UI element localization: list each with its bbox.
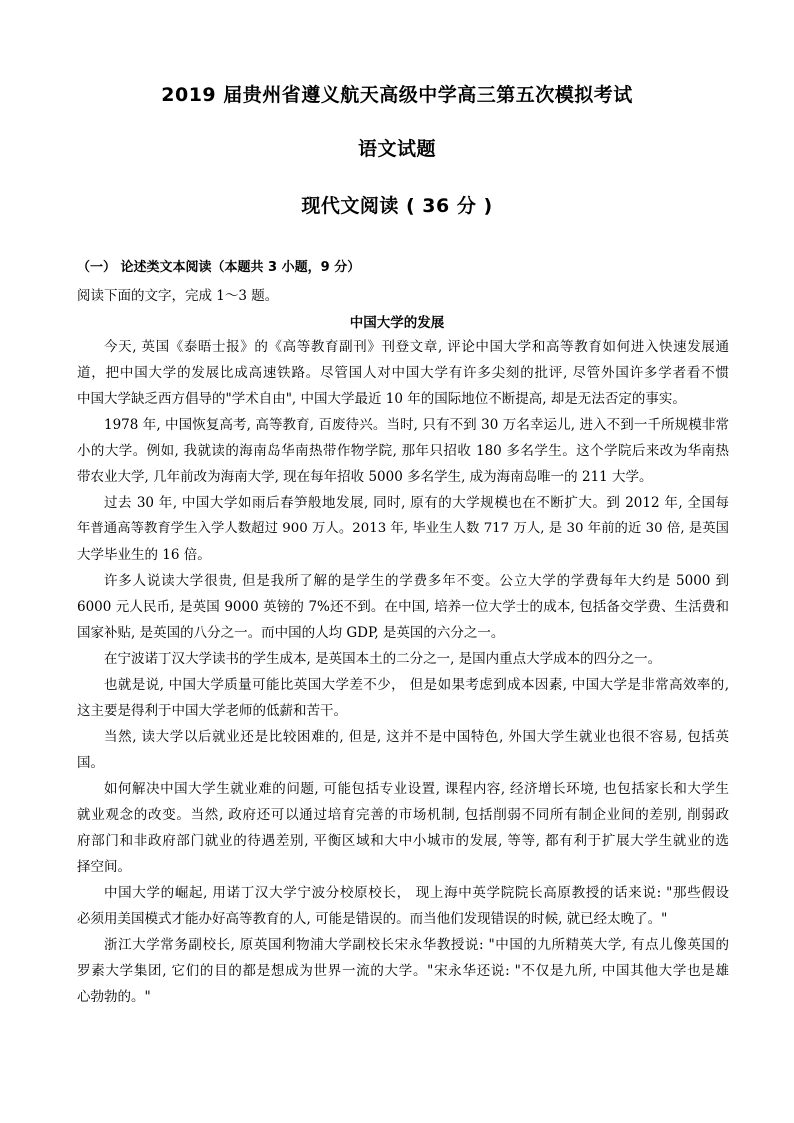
paragraph-line: 6000 元人民币, 是英国 9000 英镑的 7%还不到。在中国, 培养一位大学士的成本, 包括备交学费、生活费和 [77,599,729,615]
article-paragraph [77,672,729,724]
paragraph-line: 府部门和非政府部门就业的待遇差别, 平衡区域和大中小城市的发展, 等等, 都有利于扩展大学生就业的选 [77,833,729,849]
paragraph-line: 道，把中国大学的发展比成高速铁路。尽管国人对中国大学有许多尖刻的批评, 尽管外国许多学者看不惯 [77,365,729,381]
article-title: 中国大学的发展 [349,315,445,331]
paragraph-line: 浙江大学常务副校长, 原英国利物浦大学副校长宋永华教授说: "中国的九所精英大学, 有点儿像英国的 [104,937,729,953]
article-paragraph [77,776,729,880]
paragraph-line: 也就是说, 中国大学质量可能比英国大学差不少， 但是如果考虑到成本因素, 中国大学是非常高效率的, [104,677,729,693]
article-paragraph [77,568,729,646]
paragraph-line: 罗素大学集团, 它们的目的都是想成为世界一流的大学。"宋永华还说: "不仅是九所, 中国其他大学也是雄 [77,963,729,979]
paragraph-line: 年普通高等教育学生入学人数超过 900 万人。2013 年, 毕业生人数 717 万人, 是 30 年前的近 30 倍, 是英国 [77,521,729,536]
paragraph-line: 过去 30 年, 中国大学如雨后春笋般地发展, 同时, 原有的大学规模也在不断扩大。到 2012 年, 全国每 [104,495,729,511]
paragraph-line: 就业观念的改变。当然, 政府还可以通过培育完善的市场机制, 包括削弱不同所有制企业间的差别, 削弱政 [77,807,729,823]
paragraph-line: 这主要是得利于中国大学老师的低薪和苦干。 [77,703,347,719]
part-heading: （一） 论述类文本阅读（本题共 3 小题，9 分） [77,260,361,275]
article-paragraph [77,646,729,672]
paragraph-line: 大学毕业生的 16 倍。 [77,547,211,563]
paragraph-line: 国家补贴, 是英国的八分之一。而中国的人均 GDP, 是英国的六分之一。 [77,625,505,641]
paragraph-line: 国。 [77,755,104,771]
article-paragraph [77,412,729,490]
paragraph-line: 1978 年, 中国恢复高考, 高等教育, 百废待兴。当时, 只有不到 30 万名幸运儿, 进入不到一千所规模非常 [104,417,729,433]
exam-title: 2019 届贵州省遵义航天高级中学高三第五次模拟考试 [161,84,633,106]
article-paragraph [77,880,729,932]
article-paragraph [77,724,729,776]
paragraph-line: 如何解决中国大学生就业难的问题, 可能包括专业设置, 课程内容, 经济增长环境, 也包括家长和大学生 [104,781,729,797]
paragraph-line: 在宁波诺丁汉大学读书的学生成本, 是英国本土的二分之一, 是国内重点大学成本的四分之一。 [104,651,662,667]
paragraph-line: 小的大学。例如, 我就读的海南岛华南热带作物学院, 那年只招收 180 多名学生。这个学院后来改为华南热 [77,443,729,459]
paragraph-line: 当然, 读大学以后就业还是比较困难的, 但是, 这并不是中国特色, 外国大学生就业也很不容易, 包括英 [104,729,729,745]
subject-title: 语文试题 [357,138,436,160]
paragraph-line: 必须用美国模式才能办好高等教育的人, 可能是错误的。而当他们发现错误的时候, 就已经太晚了。" [77,911,668,927]
paragraph-line: 今天, 英国《泰晤士报》的《高等教育副刊》刊登文章, 评论中国大学和高等教育如何进入快速发展通 [104,339,729,355]
article-body [77,334,729,1010]
paragraph-line: 中国大学缺乏西方倡导的"学术自由", 中国大学最近 10 年的国际地位不断提高, 却是无法否定的事实。 [77,391,686,407]
paragraph-line: 择空间。 [77,859,131,875]
paragraph-line: 心勃勃的。" [77,989,151,1005]
article-paragraph [77,932,729,1010]
reading-instruction: 阅读下面的文字，完成 1～3 题。 [77,288,279,304]
paragraph-line: 带农业大学, 几年前改为海南大学, 现在每年招收 5000 多名学生, 成为海南岛唯一的 211 大学。 [77,469,653,485]
paragraph-line: 中国大学的崛起, 用诺丁汉大学宁波分校原校长， 现上海中英学院院长高原教授的话来说: "那些假设 [104,885,729,901]
paragraph-line: 许多人说读大学很贵, 但是我所了解的是学生的学费多年不变。公立大学的学费每年大约是 5000 到 [104,573,729,589]
article-paragraph [77,490,729,568]
article-paragraph [77,334,729,412]
section-title: 现代文阅读 ( 36 分 ) [301,195,493,217]
